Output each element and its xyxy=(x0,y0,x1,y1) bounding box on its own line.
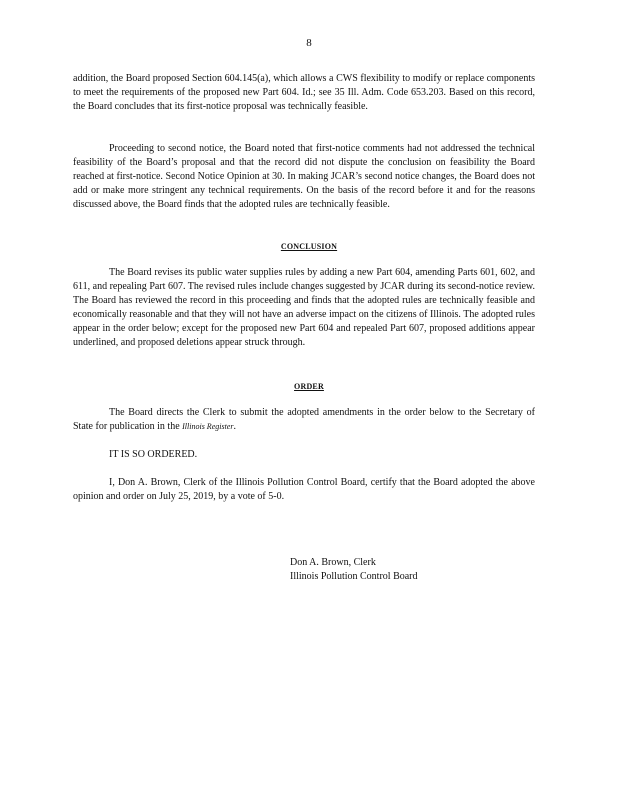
paragraph-conclusion xyxy=(73,266,535,350)
order-text: The Board directs the Clerk to submit the adopted amendments in the order below to the Secretary of State for publication in the xyxy=(73,407,535,432)
paragraph-order xyxy=(73,406,535,434)
order-text-end: . xyxy=(233,421,236,432)
signature-block xyxy=(290,556,418,584)
signature-org: Illinois Pollution Control Board xyxy=(290,571,418,582)
signature-name: Don A. Brown, Clerk xyxy=(290,557,376,568)
paragraph-text: addition, the Board proposed Section 604.145(a), which allows a CWS flexibility to modify or replace components to meet the requirements of the proposed new Part 604. Id.; see 35 Ill. Adm. Code 653.203. Based on this record, the Board concludes that its first-notice proposal was technically feasible. xyxy=(73,73,535,112)
order-heading: ORDER xyxy=(294,382,324,391)
paragraph-certification xyxy=(73,476,535,504)
paragraph-text: IT IS SO ORDERED. xyxy=(109,449,198,460)
paragraph-text: I, Don A. Brown, Clerk of the Illinois Pollution Control Board, certify that the Board adopted the above opinion and order on July 25, 2019, by a vote of 5-0. xyxy=(73,477,535,502)
paragraph-text: The Board revises its public water supplies rules by adding a new Part 604, amending Parts 601, 602, and 611, and repealing Part 607. The revised rules include changes suggested by JCAR during its second-notice review. The Board has reviewed the record in this proceeding and finds that the adopted rules are technically feasible and economically reasonable and that they will not have an adverse impact on the citizens of Illinois. The adopted rules appear in the order below; except for the proposed new Part 604 and repealed Part 607, proposed additions appear underlined, and proposed deletions appear struck through. xyxy=(73,267,535,348)
conclusion-heading: CONCLUSION xyxy=(280,242,338,251)
page-number: 8 xyxy=(306,37,312,49)
paragraph-so-ordered xyxy=(73,448,535,462)
paragraph-text: Proceeding to second notice, the Board noted that first-notice comments had not addressed the technical feasibility of the Board’s proposal and that the record did not dispute the conclusion on feasibility the Board reached at first-notice. Second Notice Opinion at 30. In making JCAR’s second notice changes, the Board does not add or make more stringent any technical requirements. On the basis of the record before it and for the reasons discussed above, the Board finds that the adopted rules are technically feasible. xyxy=(73,143,535,210)
paragraph-text xyxy=(73,406,535,434)
illinois-register-title: Illinois Register xyxy=(182,422,234,431)
paragraph-second-notice xyxy=(73,142,535,212)
paragraph-feasibility-intro xyxy=(73,72,535,114)
